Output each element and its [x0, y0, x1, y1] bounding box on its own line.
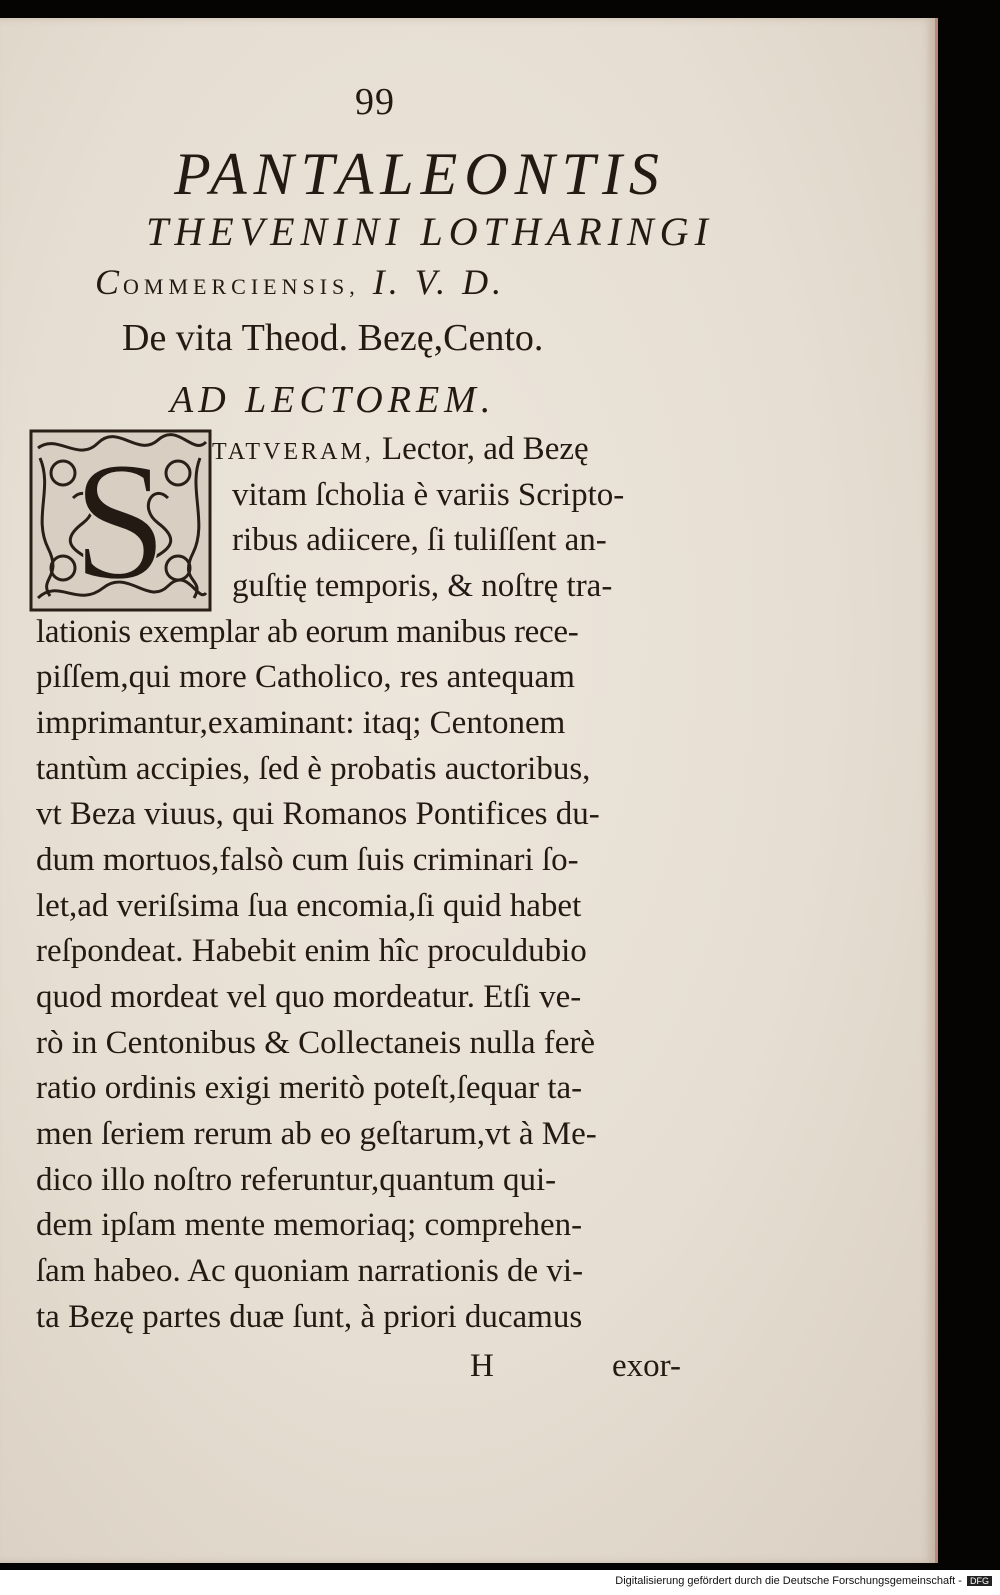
dfg-logo: DFG	[967, 1576, 992, 1586]
text-line-20: ta Bezę partes duæ ſunt, à priori ducamus	[36, 1299, 583, 1335]
signature-mark: H	[470, 1348, 494, 1384]
text-line-7: imprimantur,examinant: itaq; Centonem	[36, 705, 566, 741]
work-subtitle: De vita Theod. Bezę,Cento.	[122, 317, 544, 359]
initial-letter: S	[72, 428, 168, 613]
text-line-19: ſam habeo. Ac quoniam narrationis de vi-	[36, 1253, 584, 1289]
text-line-15: ratio ordinis exigi meritò poteſt,ſequar ta-	[36, 1070, 583, 1106]
text-line-18: dem ipſam mente memoriaq; comprehen-	[36, 1207, 583, 1243]
text-line-1	[212, 433, 589, 466]
decorated-initial-ornament	[28, 428, 213, 613]
text-line-11: let,ad veriſsima ſua encomia,ſi quid habet	[36, 888, 582, 924]
text-line-8: tantùm accipies, ſed è probatis auctoribus,	[36, 751, 591, 787]
decorated-initial	[28, 428, 213, 613]
text-line-1-rest: Lector, ad Bezę	[382, 431, 589, 467]
heading-author-origin: THEVENINI LOTHARINGI	[146, 209, 714, 254]
address-to-reader: AD LECTOREM.	[170, 379, 496, 421]
footer-text: Digitalisierung gefördert durch die Deutsche Forschungsgemeinschaft -	[615, 1575, 962, 1587]
heading-author-name: PANTALEONTIS	[174, 141, 666, 207]
footer-credit	[615, 1575, 992, 1587]
book-page	[0, 18, 938, 1563]
text-line-14: rò in Centonibus & Collectaneis nulla ferè	[36, 1025, 596, 1061]
text-line-16: men ſeriem rerum ab eo geſtarum,vt à Me-	[36, 1116, 597, 1152]
text-line-12: reſpondeat. Habebit enim hîc proculdubio	[36, 933, 587, 969]
text-line-2: vitam ſcholia è variis Scripto-	[232, 477, 625, 513]
heading-town-caps: OMMERCIENSIS,	[123, 274, 360, 299]
page-number: 99	[355, 81, 395, 123]
text-line-5: lationis exemplar ab eorum manibus rece-	[36, 614, 579, 650]
heading-author-town	[95, 261, 695, 303]
text-line-3: ribus adiicere, ſi tuliſſent an-	[232, 522, 607, 558]
text-line-6: piſſem,qui more Catholico, res antequam	[36, 659, 575, 695]
text-line-13: quod mordeat vel quo mordeatur. Etſi ve-	[36, 979, 582, 1015]
first-word: TATVERAM,	[212, 439, 374, 465]
catchword: exor-	[612, 1348, 681, 1384]
text-line-17: dico illo noſtro referuntur,quantum qui-	[36, 1162, 557, 1198]
text-line-9: vt Beza viuus, qui Romanos Pontifices du-	[36, 796, 600, 832]
heading-town-initial: C	[95, 262, 124, 302]
text-line-10: dum mortuos,falsò cum ſuis criminari ſo-	[36, 842, 579, 878]
text-line-4: guſtię temporis, & noſtrę tra-	[232, 568, 613, 604]
heading-degree: I. V. D.	[372, 262, 506, 302]
